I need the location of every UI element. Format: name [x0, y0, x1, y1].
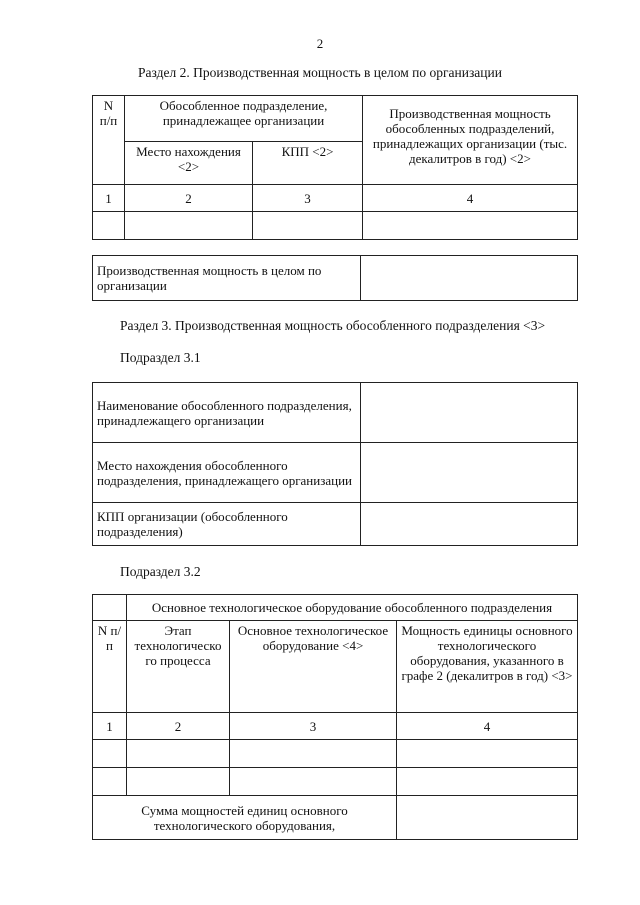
division-kpp-value [361, 503, 578, 546]
section2-total-table [92, 255, 578, 301]
col-number-cell: 3 [230, 713, 397, 740]
col-number-cell: 2 [125, 185, 253, 212]
section2-table [92, 95, 578, 240]
division-name-value [361, 383, 578, 443]
sum-label: Сумма мощностей единиц основного технологического оборудования, [93, 796, 397, 840]
col-stage-header: Этап технологическо го процесса [127, 621, 230, 713]
col-location-header: Место нахождения <2> [125, 142, 253, 185]
division-name-label: Наименование обособленного подразделения, принадлежащего организации [93, 383, 361, 443]
col-number-cell: 2 [127, 713, 230, 740]
col-number-cell: 1 [93, 713, 127, 740]
col-no-header: N п/п [93, 621, 127, 713]
empty-cell [397, 740, 578, 768]
col-number-cell: 4 [397, 713, 578, 740]
empty-cell [230, 740, 397, 768]
empty-cell [93, 212, 125, 240]
col-no-header: N п/п [93, 96, 125, 185]
section2-title: Раздел 2. Производственная мощность в целом по организации [138, 65, 502, 80]
col-number-cell: 1 [93, 185, 125, 212]
empty-cell [125, 212, 253, 240]
col-division-header: Обособленное подразделение, принадлежащее организации [125, 96, 363, 142]
section3-title: Раздел 3. Производственная мощность обособленного подразделения <3> [120, 318, 546, 333]
empty-cell [93, 740, 127, 768]
empty-cell [363, 212, 578, 240]
total-capacity-label: Производственная мощность в целом по организации [93, 256, 361, 301]
sum-value [397, 796, 578, 840]
subsection32-title: Подраздел 3.2 [120, 564, 201, 579]
equipment-main-header: Основное технологическое оборудование обособленного подразделения [127, 595, 578, 621]
empty-cell [93, 595, 127, 621]
empty-cell [127, 740, 230, 768]
empty-cell [230, 768, 397, 796]
division-location-label: Место нахождения обособленного подразделения, принадлежащего организации [93, 443, 361, 503]
empty-cell [397, 768, 578, 796]
subsection31-table [92, 382, 578, 546]
empty-cell [93, 768, 127, 796]
col-kpp-header: КПП <2> [253, 142, 363, 185]
total-capacity-value [361, 256, 578, 301]
col-power-header: Мощность единицы основного технологического оборудования, указанного в графе 2 (декалитров в год) <3> [397, 621, 578, 713]
subsection31-title: Подраздел 3.1 [120, 350, 201, 365]
division-location-value [361, 443, 578, 503]
division-kpp-label: КПП организации (обособленного подразделения) [93, 503, 361, 546]
empty-cell [127, 768, 230, 796]
col-equipment-header: Основное технологическое оборудование <4> [230, 621, 397, 713]
subsection32-table [92, 594, 578, 840]
col-number-cell: 3 [253, 185, 363, 212]
col-number-cell: 4 [363, 185, 578, 212]
empty-cell [253, 212, 363, 240]
col-capacity-header: Производственная мощность обособленных подразделений, принадлежащих организации (тыс. декалитров в год) <2> [363, 96, 578, 185]
page-number: 2 [316, 36, 324, 51]
